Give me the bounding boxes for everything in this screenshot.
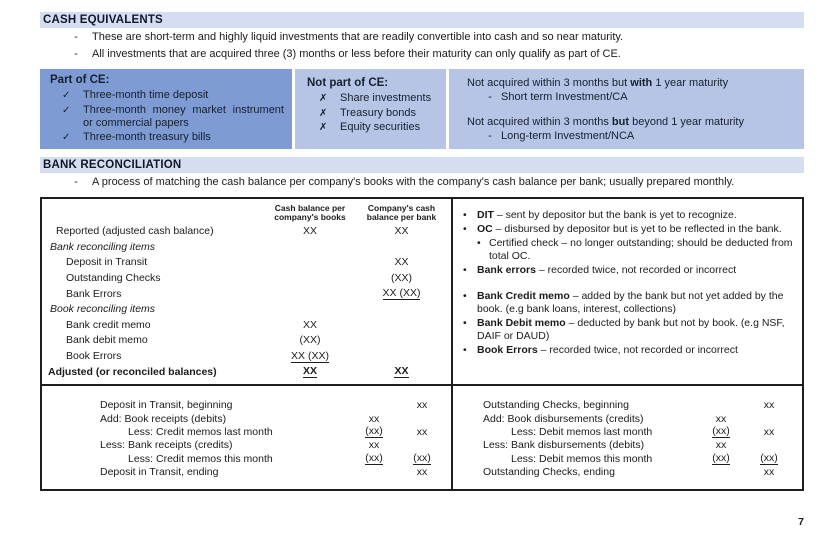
- table-row: Deposit in Transit, ending xx: [100, 466, 428, 479]
- list-item-text: Three-month treasury bills: [83, 131, 211, 143]
- recon-definitions: [453, 199, 802, 386]
- bullet-text: A process of matching the cash balance per company's books with the company's cash balance per bank; usually prepared monthly.: [92, 176, 735, 188]
- oc-schedule: [453, 386, 802, 489]
- list-item-text: Three-month money market instrument or commercial papers: [83, 103, 284, 129]
- list-item-text: Treasury bonds: [340, 106, 417, 119]
- definition-item: • DIT – sent by depositor but the bank is yet to recognize.: [463, 208, 737, 221]
- dash-icon: -: [488, 91, 492, 103]
- acquisition-note-text: Not acquired within 3 months but beyond 1 year maturity: [467, 116, 744, 128]
- bullet-item: [40, 48, 804, 62]
- table-row: Outstanding Checks (XX): [66, 272, 412, 285]
- dash-icon: -: [74, 31, 78, 43]
- bullet-text: All investments that are acquired three (3) months or less before their maturity can only qualify as part of CE.: [92, 47, 621, 60]
- bullet-text: These are short-term and highly liquid investments that are readily convertible into cash and so near maturity.: [92, 31, 624, 43]
- list-item: [307, 92, 440, 105]
- bullet-icon: •: [463, 263, 467, 276]
- table-row-total: Adjusted (or reconciled balances) XX XX: [48, 365, 409, 378]
- bullet-item: [40, 176, 804, 190]
- acquisition-note: [467, 77, 794, 104]
- table-row: Less: Debit memos this month (xx) (xx): [511, 452, 778, 465]
- col-header-bank: Company's cash balance per bank: [366, 202, 437, 222]
- section-header-cash-equivalents: CASH EQUIVALENTS: [40, 12, 804, 28]
- table-row: Outstanding Checks, beginning xx: [483, 399, 775, 412]
- panel-acquisition-notes: [449, 69, 804, 149]
- bullet-icon: •: [463, 289, 467, 302]
- page-number: 7: [798, 516, 804, 528]
- cross-icon: ✗: [319, 122, 328, 133]
- page-content: [40, 12, 804, 491]
- table-row: Less: Debit memos last month (xx) xx: [511, 425, 775, 438]
- table-row: Less: Credit memos last month (xx) xx: [128, 425, 428, 438]
- list-item-text: Equity securities: [340, 121, 421, 133]
- cross-icon: ✗: [319, 107, 328, 119]
- check-icon: ✓: [62, 132, 71, 143]
- bullet-icon: •: [477, 236, 481, 249]
- acquisition-note-text: Not acquired within 3 months but with 1 year maturity: [467, 77, 729, 89]
- ce-panels: [40, 69, 804, 149]
- section-header-bank-reconciliation: BANK RECONCILIATION: [40, 157, 804, 173]
- list-item-text: Three-month time deposit: [83, 89, 209, 101]
- table-row: Book Errors XX (XX): [66, 349, 329, 363]
- dash-icon: -: [74, 176, 78, 188]
- table-row: Reported (adjusted cash balance) XX XX: [56, 225, 409, 238]
- table-row: Bank Errors XX (XX): [66, 287, 421, 300]
- list-item-text: Share investments: [340, 92, 432, 104]
- table-row: Less: Bank receipts (credits) xx: [100, 439, 380, 452]
- bullet-icon: •: [463, 343, 467, 356]
- table-row: Add: Book disbursements (credits) xx: [483, 412, 727, 425]
- table-row: Deposit in Transit, beginning xx: [100, 399, 428, 412]
- bullet-item: [40, 31, 804, 45]
- definition-item: • OC – disbursed by depositor but is yet to be reflected in the bank.: [463, 222, 782, 235]
- bullet-icon: •: [463, 222, 467, 235]
- acquisition-note-sub: - Long-term Investment/NCA: [467, 130, 794, 143]
- table-row: Less: Bank disbursements (debits) xx: [483, 439, 727, 452]
- list-item: [307, 107, 440, 120]
- table-row: Less: Credit memos this month (xx) (xx): [128, 452, 431, 465]
- panel-not-part-of-ce: [295, 69, 446, 149]
- table-row: Add: Book receipts (debits) xx: [100, 412, 380, 425]
- bullet-icon: •: [463, 208, 467, 221]
- table-row: Book reconciling items: [50, 303, 156, 316]
- bank-reconciliation-table: [40, 197, 804, 491]
- definition-item: • Book Errors – recorded twice, not recorded or incorrect: [463, 343, 738, 356]
- cross-icon: ✗: [319, 93, 328, 104]
- acquisition-note: [467, 116, 794, 143]
- bullet-icon: •: [463, 316, 467, 329]
- panel-title: Not part of CE:: [307, 77, 389, 89]
- col-header-books: Cash balance per company's books: [274, 202, 346, 222]
- dit-schedule: [42, 386, 453, 489]
- list-item: [307, 121, 440, 134]
- definition-item: • Bank errors – recorded twice, not recorded or incorrect: [463, 263, 737, 276]
- list-item: [50, 89, 284, 102]
- table-row: Bank debit memo (XX): [66, 334, 321, 347]
- definition-item: • Bank Credit memo – added by the bank but not yet added by the book. (e.g bank loans, interest, collections): [463, 289, 784, 315]
- list-item: [50, 131, 284, 144]
- panel-title: Part of CE:: [50, 74, 110, 86]
- table-row: Bank reconciling items: [50, 240, 156, 253]
- table-row: Deposit in Transit XX: [66, 256, 409, 269]
- panel-part-of-ce: [40, 69, 292, 149]
- dash-icon: -: [74, 47, 78, 60]
- recon-proforma: [42, 199, 453, 386]
- dash-icon: -: [488, 130, 492, 142]
- list-item: [50, 104, 284, 130]
- table-row: Bank credit memo XX: [66, 318, 317, 331]
- acquisition-note-sub: - Short term Investment/CA: [467, 91, 794, 104]
- table-row: Outstanding Checks, ending xx: [483, 466, 775, 479]
- definition-item: • Bank Debit memo – deducted by bank but not by book. (e.g NSF, DAIF or DAUD): [463, 316, 785, 342]
- check-icon: ✓: [62, 90, 71, 101]
- definition-subitem: • Certified check – no longer outstanding; should be deducted from total OC.: [477, 236, 793, 262]
- check-icon: ✓: [62, 104, 71, 116]
- table-header-row: [48, 204, 449, 224]
